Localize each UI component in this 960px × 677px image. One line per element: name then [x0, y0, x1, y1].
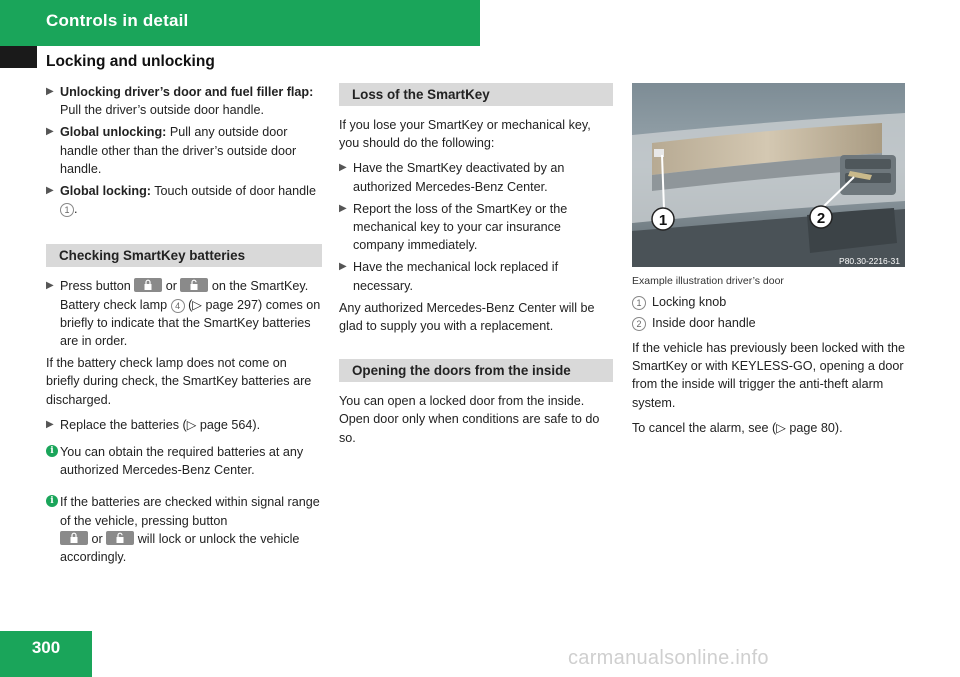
photo-code: P80.30-2216-31: [839, 256, 900, 266]
list-item: [46, 83, 322, 119]
figure-legend: [632, 292, 756, 334]
section-heading-box: Loss of the SmartKey: [339, 83, 613, 106]
triangle-arrow-icon: ▶: [46, 126, 54, 138]
info-text: or: [88, 531, 107, 546]
item-text: Battery check lamp: [60, 297, 171, 312]
item-text: Touch outside of door handle: [150, 184, 316, 199]
page-number: 300: [31, 638, 61, 657]
item-bold: Global locking:: [60, 184, 151, 199]
list-item: [46, 123, 322, 178]
list-item: [339, 159, 613, 195]
reference-number: 2: [632, 317, 646, 331]
item-text: (▷ page 297) comes on briefly to indicate that the SmartKey batteries are in order.: [60, 297, 321, 349]
unlock-button-icon: [180, 278, 208, 292]
middle-column: [339, 83, 613, 454]
paragraph: You can open a locked door from the inside. Open door only when conditions are safe to do so.: [339, 394, 600, 445]
paragraph: If the vehicle has previously been locked with the SmartKey or with KEYLESS-GO, opening a door from the inside will trigger the anti-theft alarm system.: [632, 341, 906, 410]
door-illustration: [632, 83, 905, 267]
paragraph: If you lose your SmartKey or mechanical key, you should do the following:: [339, 118, 591, 151]
reference-number: 1: [632, 296, 646, 310]
legend-label: Locking knob: [652, 295, 727, 309]
triangle-arrow-icon: ▶: [339, 162, 347, 174]
item-tail: .: [74, 202, 78, 217]
callout-2-label: 2: [816, 210, 826, 227]
legend-item: [632, 313, 756, 334]
list-item: [339, 200, 613, 255]
item-text: Have the SmartKey deactivated by an authorized Mercedes-Benz Center.: [353, 161, 565, 194]
info-text: If the batteries are checked within signal range of the vehicle, pressing button: [60, 495, 320, 528]
lock-button-icon: [60, 531, 88, 545]
list-item: [46, 182, 322, 218]
section-heading-box: Checking SmartKey batteries: [46, 244, 322, 267]
watermark: carmanualsonline.info: [568, 647, 769, 669]
item-text: on the SmartKey.: [208, 279, 309, 294]
callout-1-label: 1: [658, 212, 668, 229]
list-item: [46, 277, 322, 350]
triangle-arrow-icon: ▶: [46, 280, 54, 292]
section-heading-box: Opening the doors from the inside: [339, 359, 613, 382]
legend-label: Inside door handle: [652, 316, 756, 330]
item-text: Report the loss of the SmartKey or the mechanical key to your car insurance company immediately.: [353, 201, 568, 253]
triangle-arrow-icon: ▶: [46, 418, 54, 430]
unlock-button-icon: [106, 531, 134, 545]
info-note: [46, 493, 322, 566]
item-text: Pull any outside door handle other than the driver’s outside door handle.: [60, 125, 297, 176]
paragraph: If the battery check lamp does not come on briefly during check, the SmartKey batteries are discharged.: [46, 356, 312, 407]
info-text: You can obtain the required batteries at any authorized Mercedes-Benz Center.: [60, 445, 304, 478]
reference-number: 4: [171, 299, 185, 313]
item-text: Have the mechanical lock replaced if necessary.: [353, 260, 559, 293]
item-text: Replace the batteries (▷ page 564).: [60, 417, 261, 432]
item-bold: Unlocking driver’s door and fuel filler flap:: [60, 85, 314, 99]
paragraph: To cancel the alarm, see (▷ page 80).: [632, 420, 843, 435]
item-text: Pull the driver’s outside door handle.: [60, 103, 264, 118]
paragraph: Any authorized Mercedes-Benz Center will be glad to supply you with a replacement.: [339, 300, 595, 334]
section-marker: [0, 46, 37, 68]
reference-number: 1: [60, 203, 74, 217]
item-text: Press button: [60, 279, 135, 294]
lock-button-icon: [134, 278, 162, 292]
triangle-arrow-icon: ▶: [46, 185, 54, 197]
triangle-arrow-icon: ▶: [339, 202, 347, 214]
left-column: [46, 83, 322, 566]
list-item: [46, 416, 322, 434]
list-item: [339, 258, 613, 294]
item-text: or: [162, 279, 181, 294]
legend-item: [632, 292, 756, 313]
right-column-text: [632, 339, 912, 444]
item-bold: Global unlocking:: [60, 125, 167, 140]
chapter-title: Controls in detail: [46, 11, 189, 30]
section-title: Locking and unlocking: [46, 53, 215, 70]
info-icon: i: [46, 445, 58, 457]
triangle-arrow-icon: ▶: [339, 261, 347, 273]
triangle-arrow-icon: ▶: [46, 86, 54, 97]
info-icon: i: [46, 495, 58, 507]
figure-caption: Example illustration driver’s door: [632, 275, 784, 287]
info-text: will lock or unlock the vehicle accordingly.: [60, 531, 300, 565]
info-note: [46, 443, 322, 479]
